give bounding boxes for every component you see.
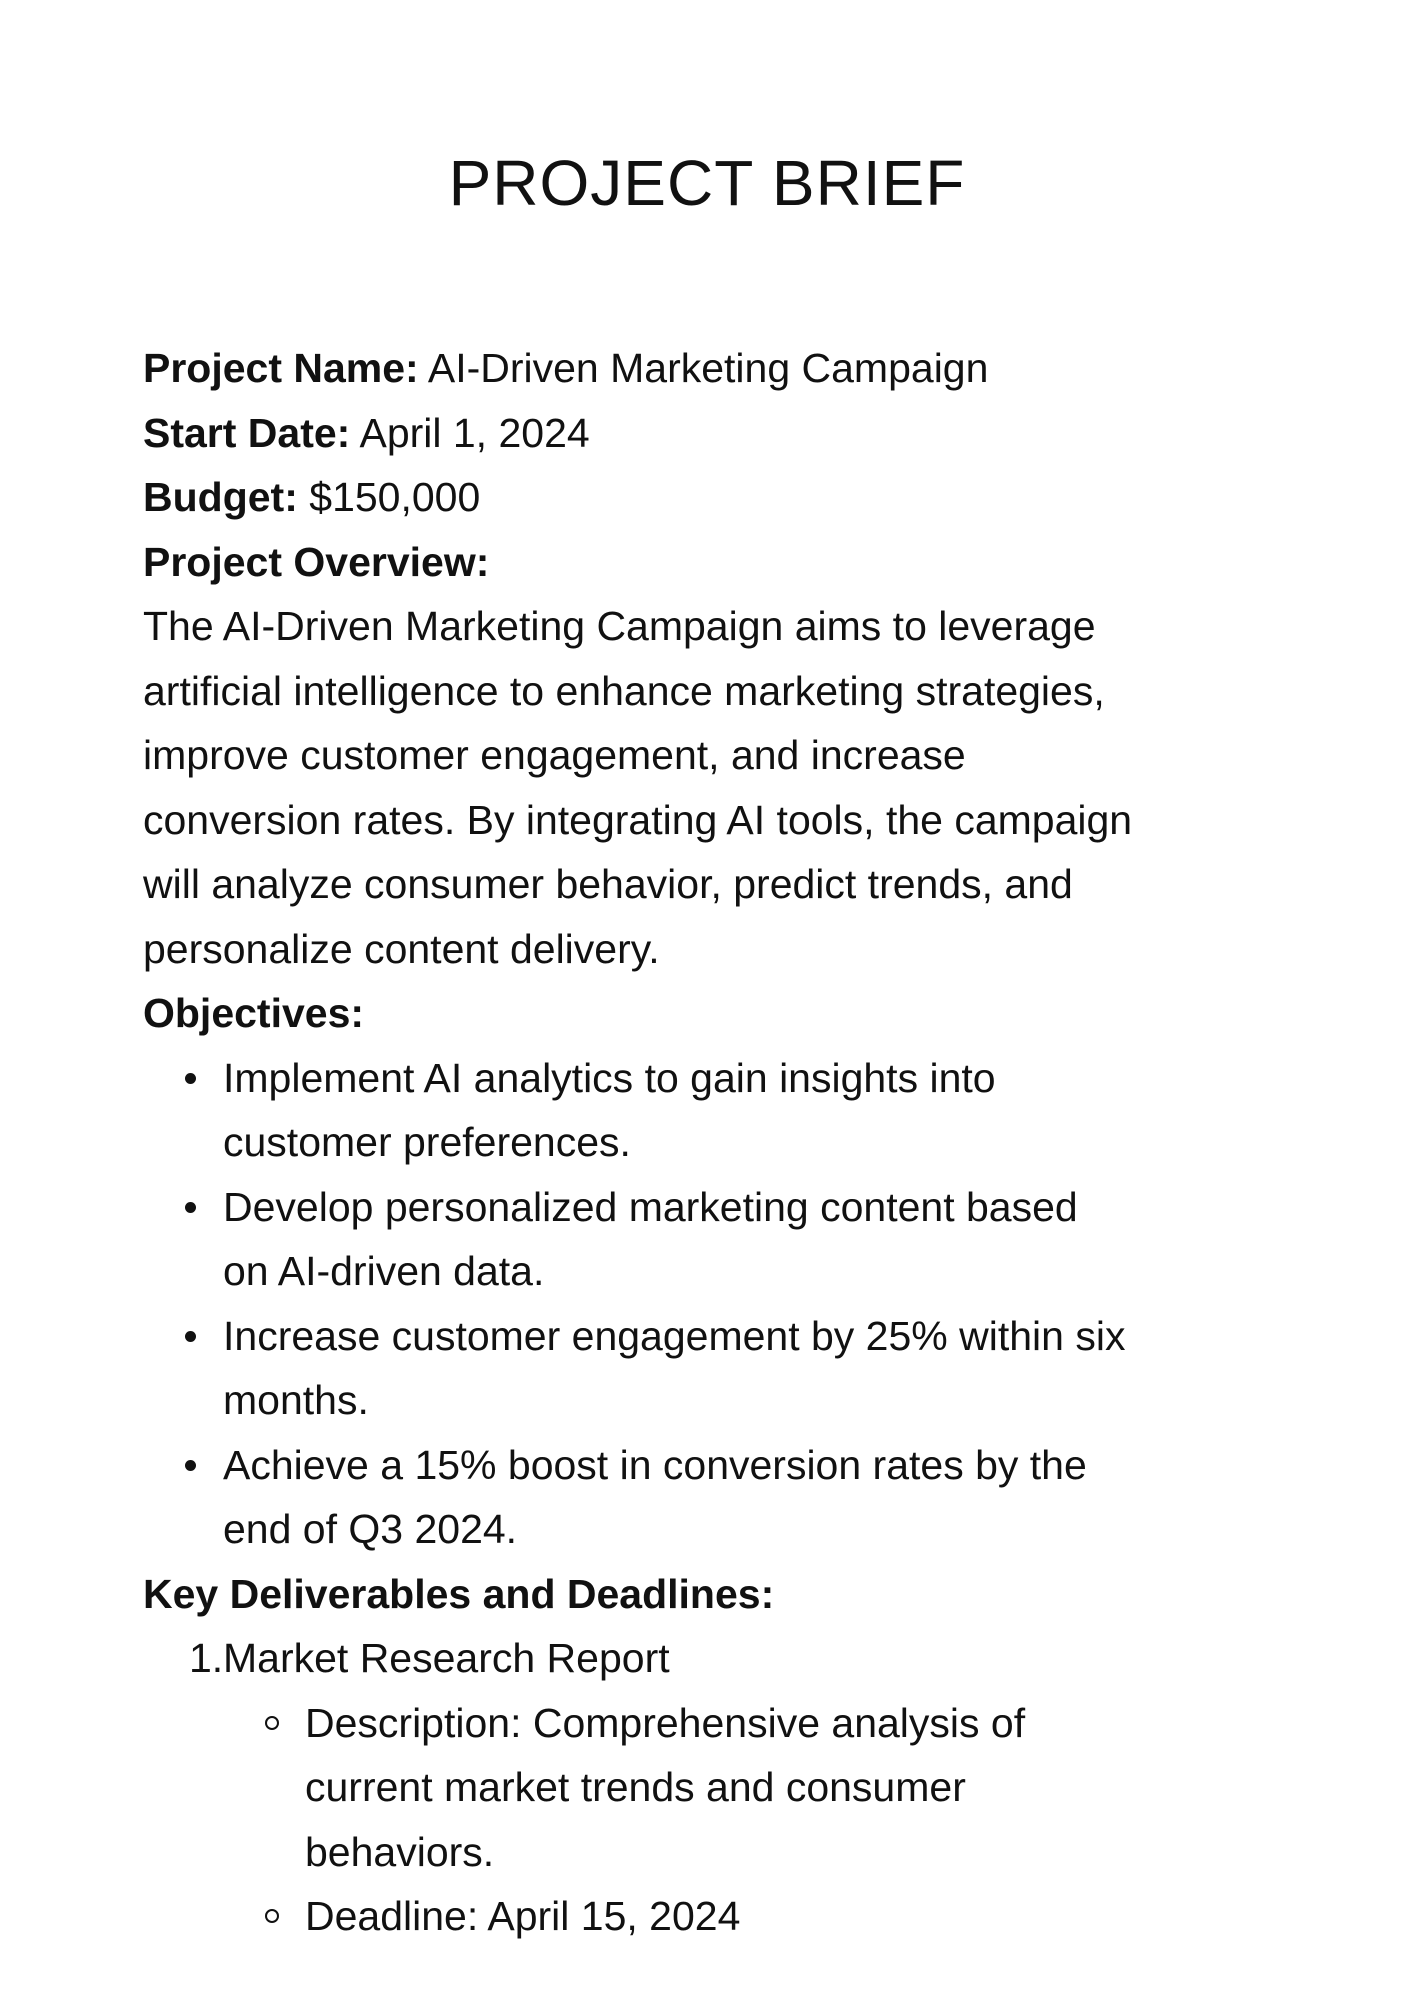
overview-heading: Project Overview: [143,538,490,585]
objective-line: Implement AI analytics to gain insights into [223,1054,996,1101]
budget-value: $150,000 [309,474,481,520]
objectives-heading: Objectives: [143,990,365,1036]
deliverable-detail-item [305,1884,1303,1949]
detail-line: behaviors. [305,1828,495,1875]
project-name-value: AI-Driven Marketing Campaign [427,345,989,391]
objective-line: customer preferences. [223,1119,631,1165]
start-date-value: April 1, 2024 [359,409,590,456]
objective-line: Achieve a 15% boost in conversion rates by the [223,1441,1087,1488]
objective-line: end of Q3 2024. [223,1506,518,1552]
deliverable-number: 1. [189,1635,224,1681]
objectives-list [143,1046,1303,1562]
objective-item [223,1433,1303,1562]
objective-line: Develop personalized marketing content based [223,1183,1078,1230]
objective-item [223,1304,1303,1433]
overview-paragraph [143,594,1303,981]
start-date-field [143,401,1303,466]
detail-line: Deadline: April 15, 2024 [305,1893,741,1939]
deliverables-list [143,1626,1303,1949]
objective-line: months. [223,1377,369,1423]
bullet-icon [185,1202,196,1213]
objective-line: Increase customer engagement by 25% within six [223,1312,1126,1359]
circle-bullet-icon [265,1909,279,1923]
deliverable-title: Market Research Report [223,1635,670,1681]
project-name-field [143,336,1303,401]
budget-field [143,465,1303,530]
detail-line: current market trends and consumer [305,1764,966,1810]
document-body [143,336,1303,1949]
deliverable-item [189,1626,1303,1949]
page-title: PROJECT BRIEF [448,147,966,219]
bullet-icon [185,1331,196,1342]
deliverable-detail-item [305,1691,1303,1885]
overview-line: improve customer engagement, and increase [143,732,966,778]
overview-line: The AI-Driven Marketing Campaign aims to leverage [143,603,1096,649]
objective-line: on AI-driven data. [223,1248,545,1294]
objective-item [223,1175,1303,1304]
objective-item [223,1046,1303,1175]
project-name-label: Project Name: [143,345,419,391]
deliverable-details [223,1691,1303,1949]
bullet-icon [185,1073,196,1084]
start-date-label: Start Date: [143,409,351,456]
overview-line: will analyze consumer behavior, predict trends, and [143,861,1073,907]
deliverables-heading: Key Deliverables and Deadlines: [143,1570,775,1617]
bullet-icon [185,1460,196,1471]
overview-line: artificial intelligence to enhance marketing strategies, [143,667,1105,714]
detail-line: Description: Comprehensive analysis of [305,1699,1026,1746]
overview-line: conversion rates. By integrating AI tools, the campaign [143,796,1133,843]
budget-label: Budget: [143,474,298,520]
circle-bullet-icon [265,1716,279,1730]
overview-line: personalize content delivery. [143,925,660,972]
